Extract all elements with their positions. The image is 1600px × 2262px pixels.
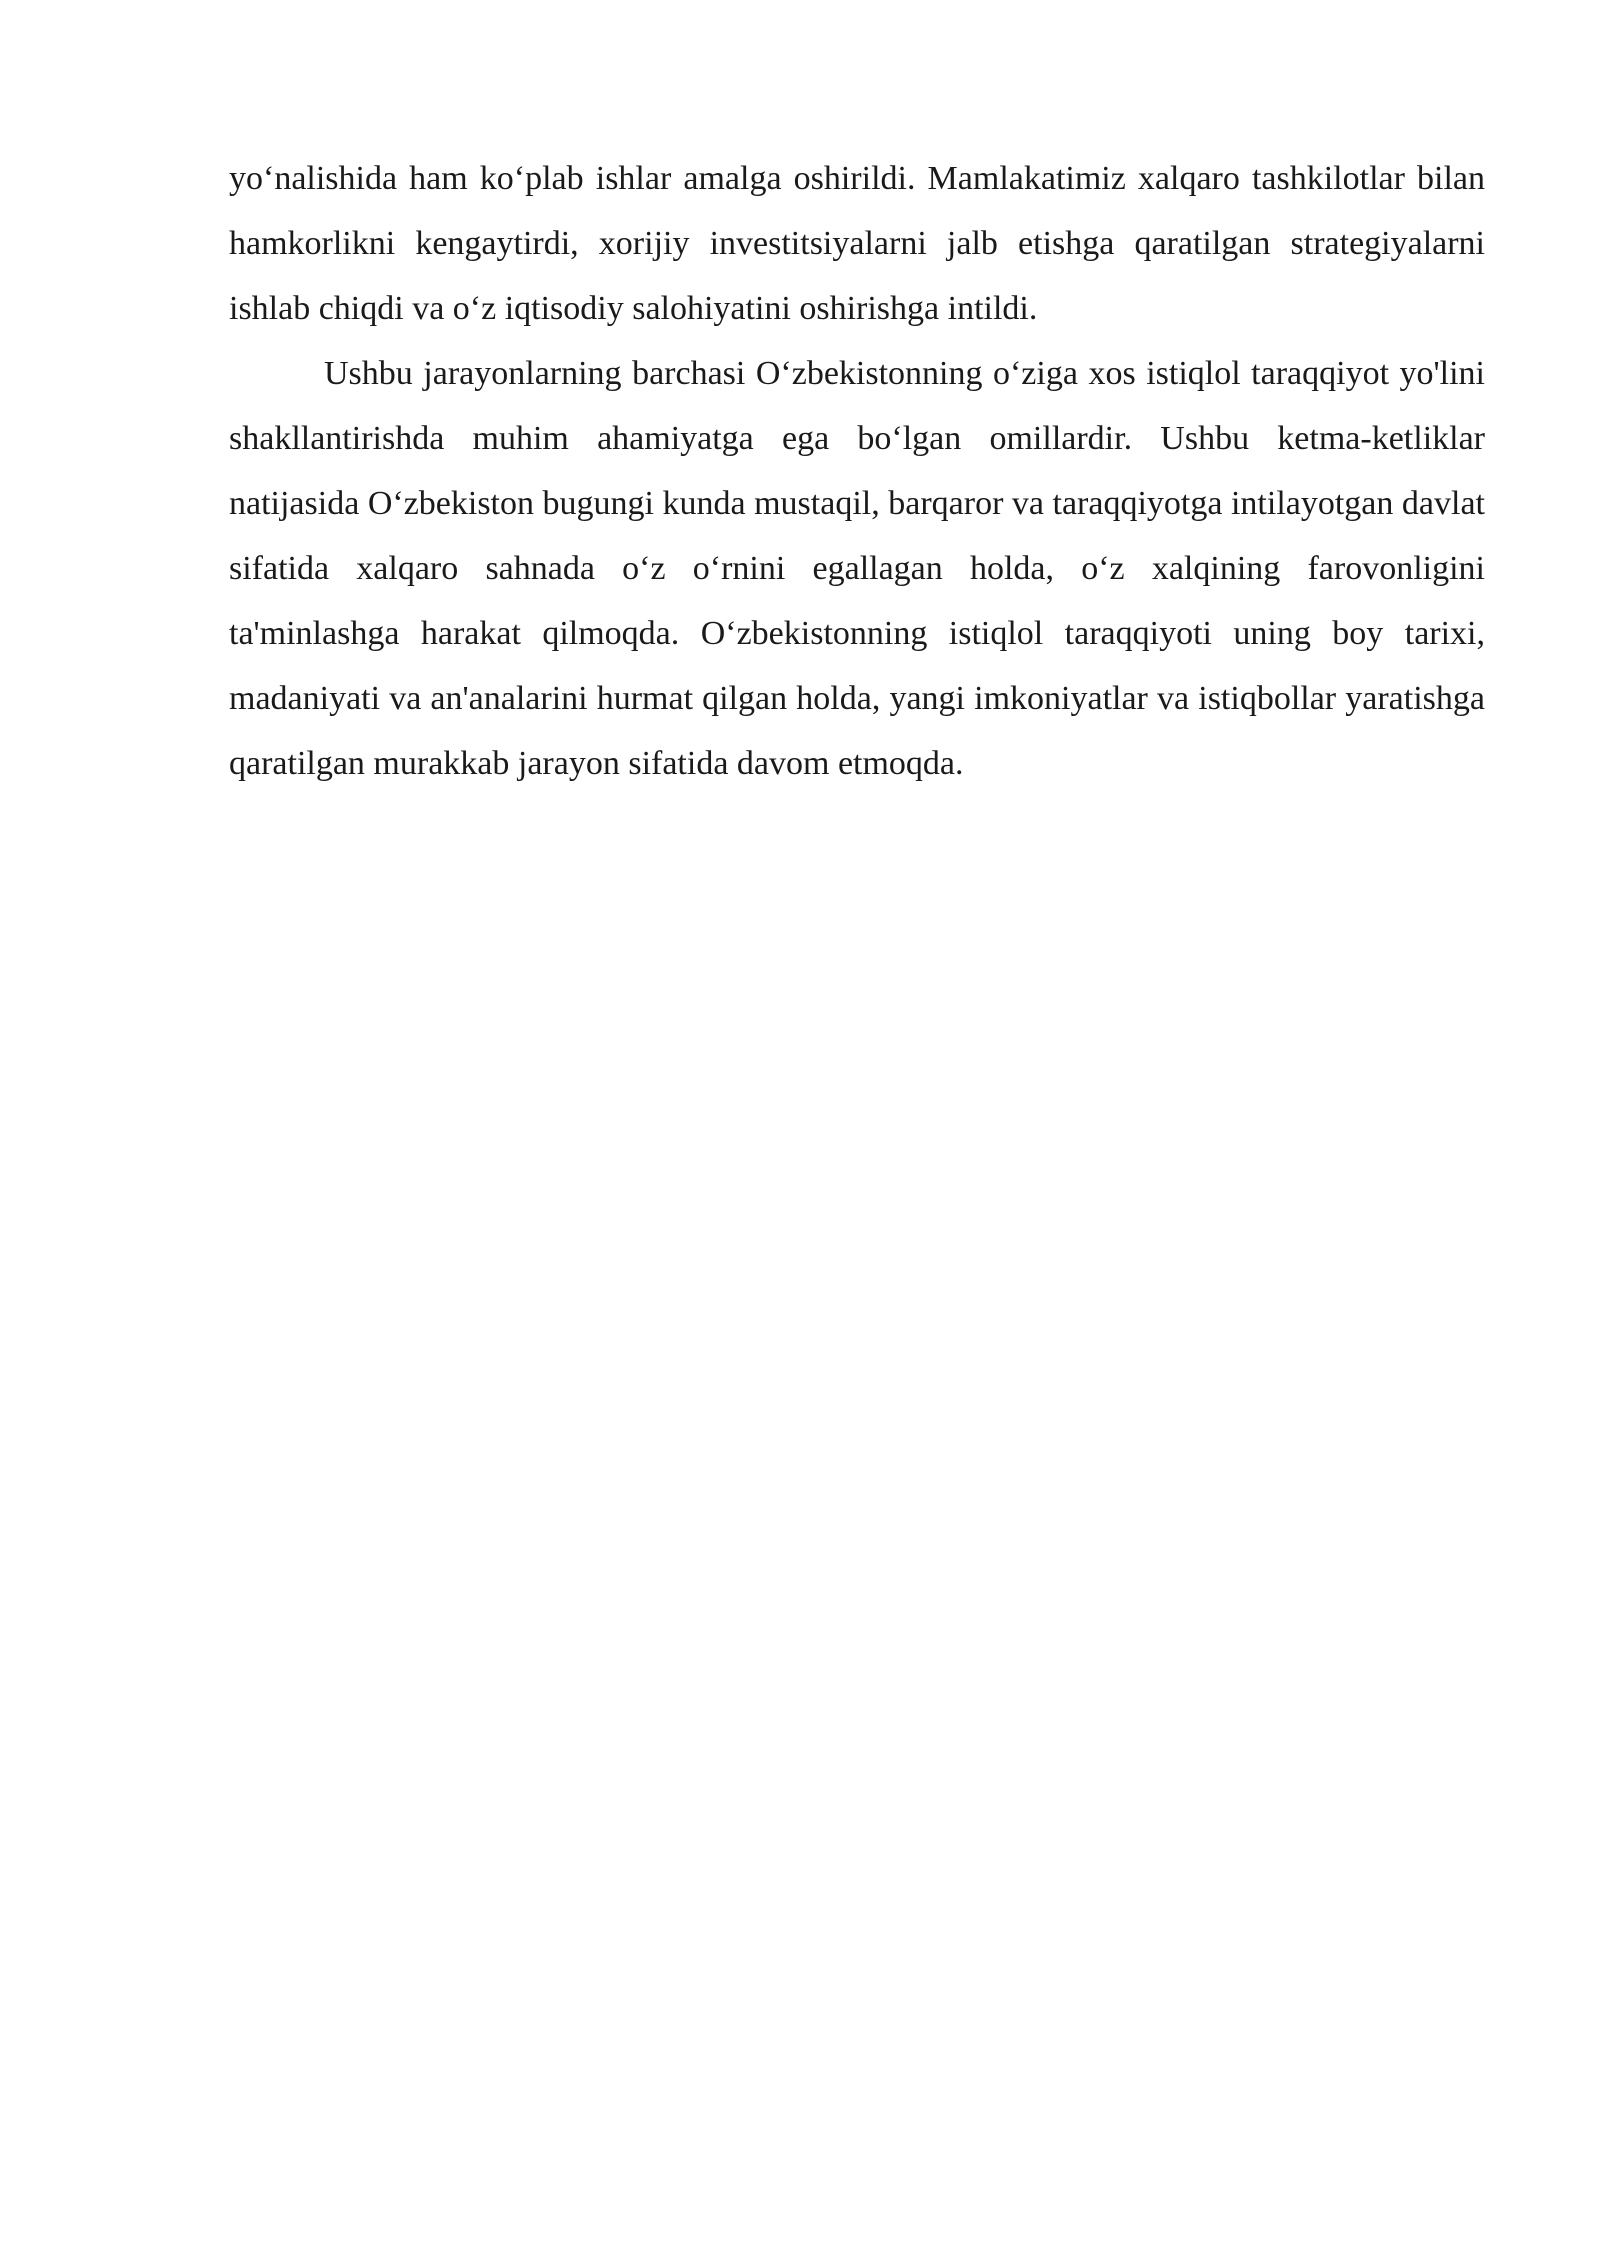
- paragraph-summary: Ushbu jarayonlarning barchasi O‘zbekistonning o‘ziga xos istiqlol taraqqiyot yo'lini shakllantirishda muhim ahamiyatga ega bo‘lgan omillardir. Ushbu ketma-ketliklar natijasida O‘zbekiston bugungi kunda mustaqil, barqaror va taraqqiyotga intilayotgan davlat sifatida xalqaro sahnada o‘z o‘rnini egallagan holda, o‘z xalqining farovonligini ta'minlashga harakat qilmoqda. O‘zbekistonning istiqlol taraqqiyoti uning boy tarixi, madaniyati va an'analarini hurmat qilgan holda, yangi imkoniyatlar va istiqbollar yaratishga qaratilgan murakkab jarayon sifatida davom etmoqda.: [229, 355, 1485, 782]
- paragraph-continuation: yo‘nalishida ham ko‘plab ishlar amalga oshirildi. Mamlakatimiz xalqaro tashkilotlar bilan hamkorlikni kengaytirdi, xorijiy investitsiyalarni jalb etishga qaratilgan strategiyalarni ishlab chiqdi va o‘z iqtisodiy salohiyatini oshirishga intildi.: [229, 160, 1485, 327]
- document-body: [229, 146, 1485, 796]
